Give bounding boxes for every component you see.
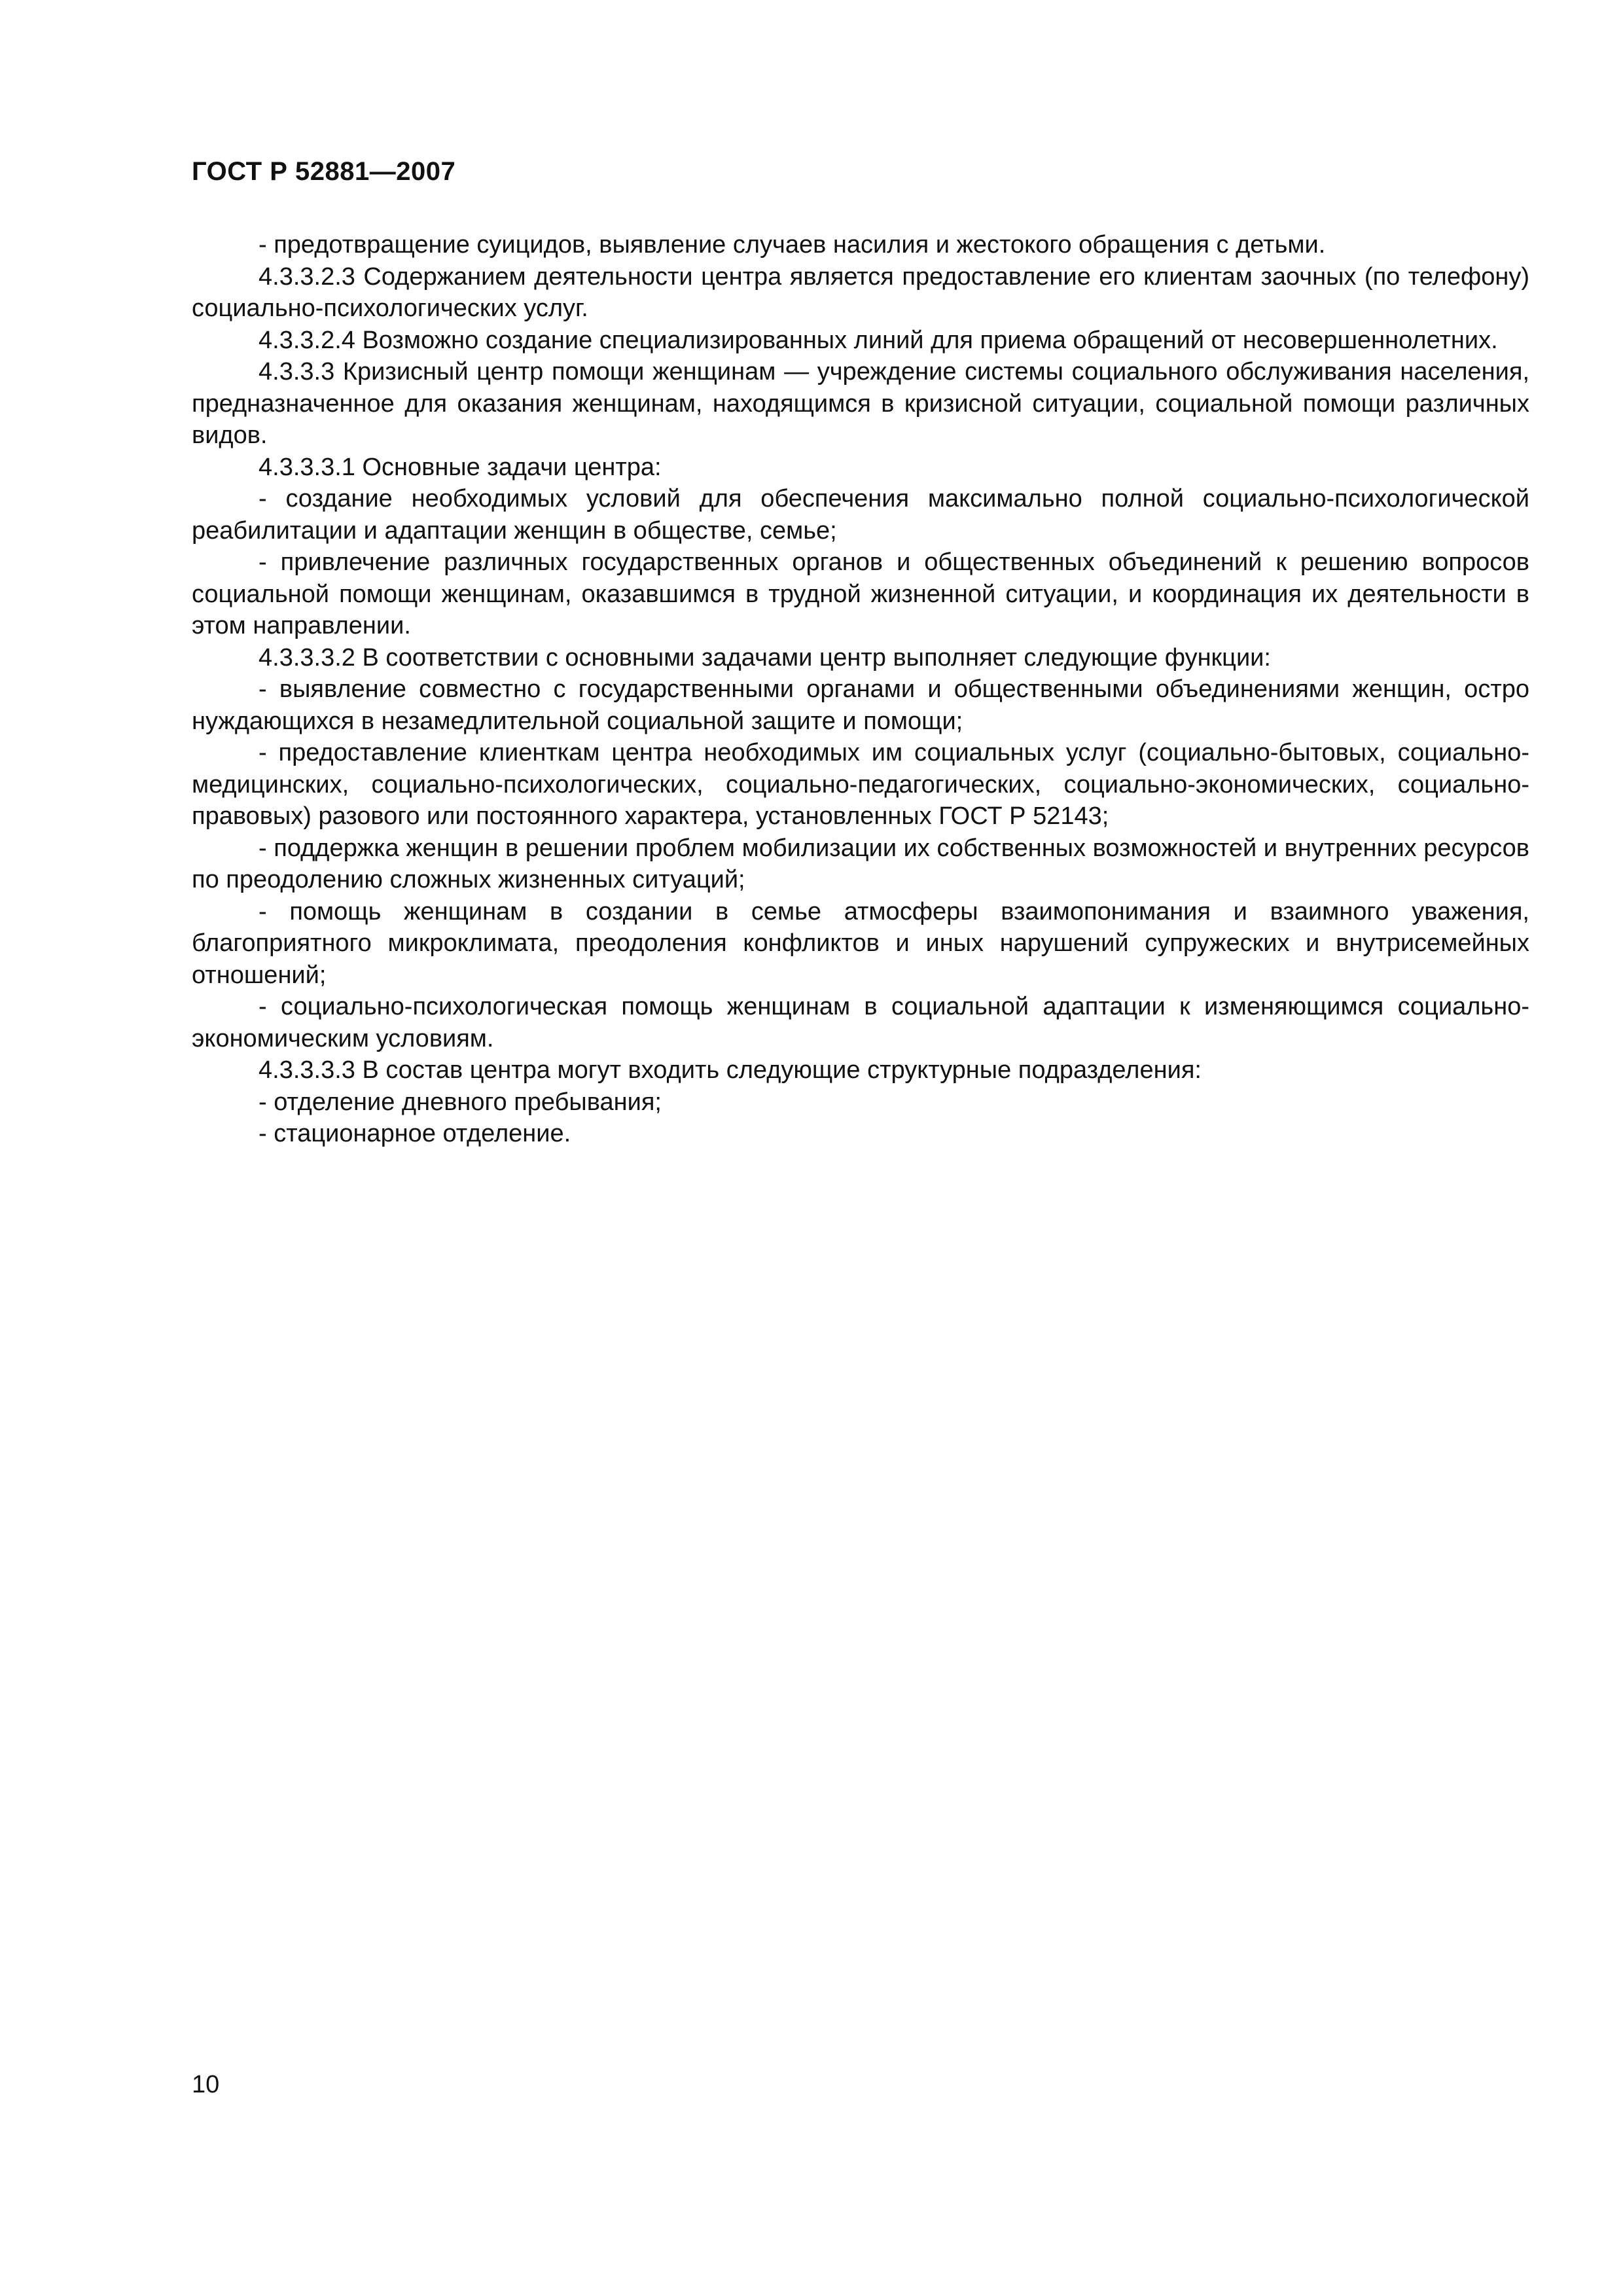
paragraph-7: - привлечение различных государственных органов и общественных объединений к решению вопросов социальной помощи женщинам, оказавшимся в трудной жизненной ситуации, и координация их деятельности в этом направлении. [192, 548, 1529, 639]
paragraph-6: - создание необходимых условий для обеспечения максимально полной социально-психологической реабилитации и адаптации женщин в обществе, семье; [192, 485, 1529, 545]
paragraph-5: 4.3.3.3.1 Основные задачи центра: [259, 453, 662, 481]
paragraph-10: - предоставление клиенткам центра необходимых им социальных услуг (социально-бытовых, социально-медицинских, социально-психологических, социально-педагогических, социально-экономических, социально-правовых) разового или постоянного характера, установленных ГОСТ Р 52143; [192, 739, 1529, 830]
paragraph-16: - стационарное отделение. [259, 1120, 571, 1147]
page-number: 10 [192, 2071, 220, 2098]
paragraph-11: - поддержка женщин в решении проблем мобилизации их собственных возможностей и внутренних ресурсов по преодолению сложных жизненных ситуаций; [192, 834, 1529, 893]
paragraph-15: - отделение дневного пребывания; [259, 1088, 662, 1116]
paragraph-13: - социально-психологическая помощь женщинам в социальной адаптации к изменяющимся социально-экономическим условиям. [192, 993, 1529, 1052]
paragraph-9: - выявление совместно с государственными органами и общественными объединениями женщин, остро нуждающихся в незамедлительной социальной защите и помощи; [192, 675, 1529, 735]
paragraph-8: 4.3.3.3.2 В соответствии с основными задачами центр выполняет следующие функции: [259, 643, 1271, 672]
paragraph-4: 4.3.3.3 Кризисный центр помощи женщинам — учреждение системы социального обслуживания населения, предназначенное для оказания женщинам, находящимся в кризисной ситуации, социальной помощи различных видов. [192, 358, 1529, 449]
paragraph-2: 4.3.3.2.3 Содержанием деятельности центра является предоставление его клиентам заочных (по телефону) социально-психологических услуг. [192, 262, 1529, 322]
paragraph-1: - предотвращение суицидов, выявление случаев насилия и жестокого обращения с детьми. [259, 231, 1326, 259]
document-body [192, 229, 1529, 1150]
paragraph-12: - помощь женщинам в создании в семье атмосферы взаимопонимания и взаимного уважения, благоприятного микроклимата, преодоления конфликтов и иных нарушений супружеских и внутрисемейных отношений; [192, 897, 1529, 989]
paragraph-3: 4.3.3.2.4 Возможно создание специализированных линий для приема обращений от несовершеннолетних. [259, 326, 1498, 354]
document-code-header: ГОСТ Р 52881—2007 [192, 157, 456, 186]
paragraph-14: 4.3.3.3.3 В состав центра могут входить следующие структурные подразделения: [259, 1056, 1202, 1084]
